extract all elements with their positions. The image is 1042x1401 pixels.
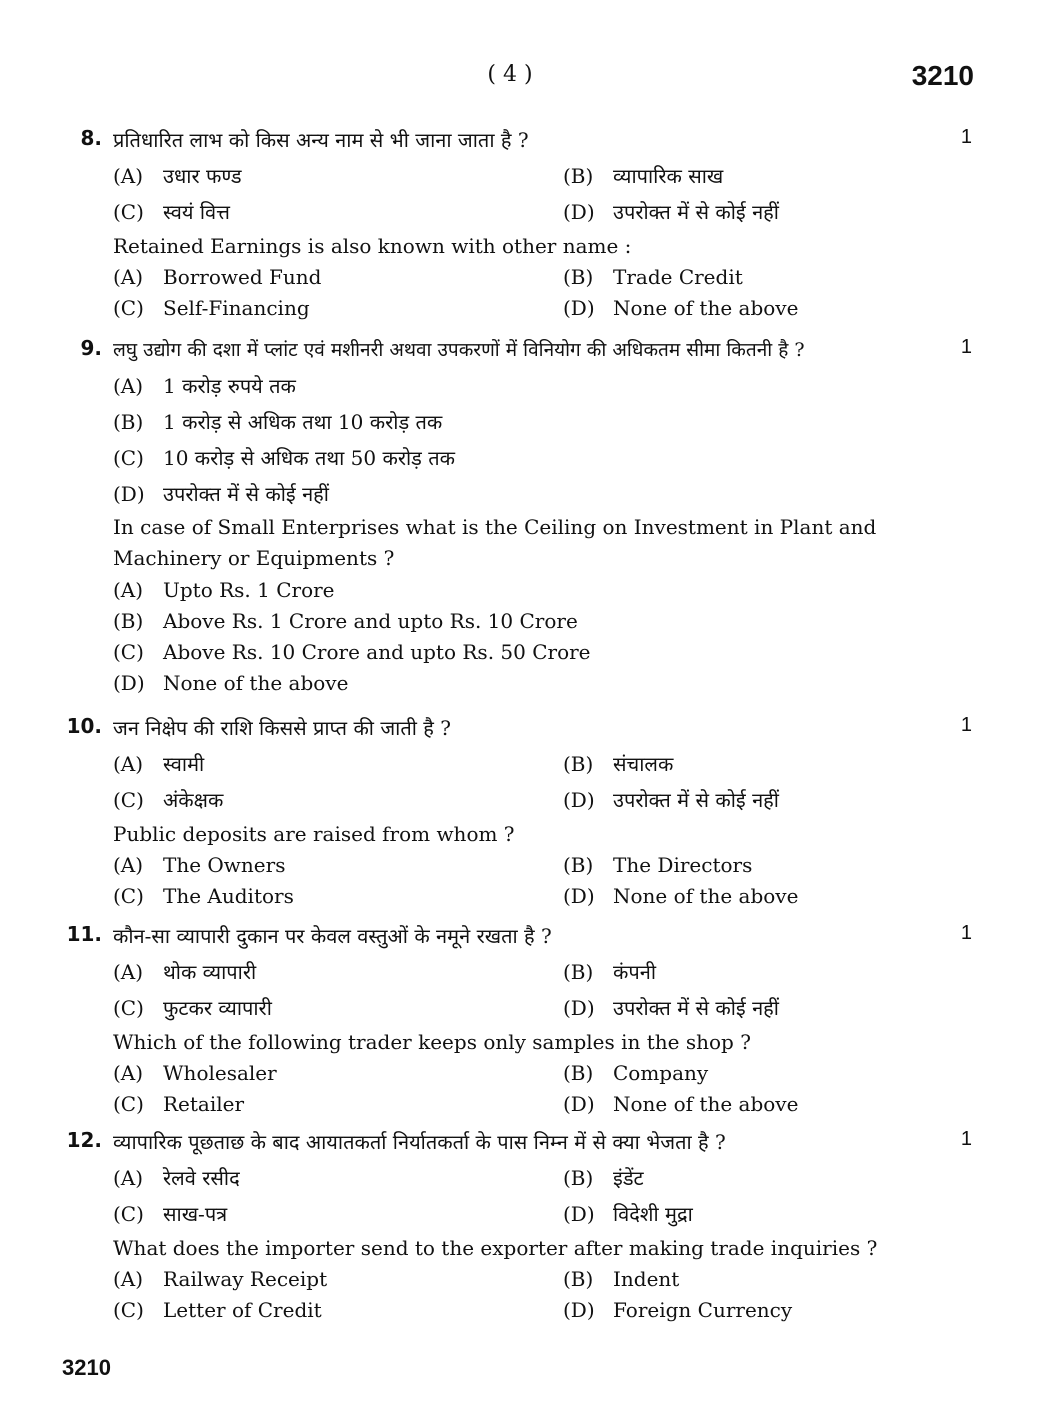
hindi-option-d: (D) उपरोक्त में से कोई नहीं <box>563 788 779 812</box>
question-marks: 1 <box>960 126 972 148</box>
english-option-c: (C) Above Rs. 10 Crore and upto Rs. 50 Crore <box>113 640 591 664</box>
english-option-a: (A) Borrowed Fund <box>113 265 322 289</box>
english-option-b: (B) The Directors <box>563 853 753 877</box>
question-marks: 1 <box>960 1128 972 1150</box>
question-11 <box>0 918 1042 1119</box>
english-option-d: (D) Foreign Currency <box>563 1298 793 1322</box>
hindi-option-a: (A) रेलवे रसीद <box>113 1166 240 1190</box>
question-marks: 1 <box>960 714 972 736</box>
question-text-hindi: जन निक्षेप की राशि किससे प्राप्त की जाती है ? <box>113 716 451 740</box>
hindi-option-a: (A) थोक व्यापारी <box>113 960 257 984</box>
hindi-option-b: (B) कंपनी <box>563 960 656 984</box>
question-text-hindi: प्रतिधारित लाभ को किस अन्य नाम से भी जाना जाता है ? <box>113 128 529 152</box>
question-number: 11. <box>66 922 102 946</box>
question-text-hindi: कौन-सा व्यापारी दुकान पर केवल वस्तुओं के नमूने रखता है ? <box>113 924 552 948</box>
english-option-c: (C) The Auditors <box>113 884 294 908</box>
question-text-english: What does the importer send to the exporter after making trade inquiries ? <box>113 1236 878 1260</box>
hindi-option-c: (C) अंकेक्षक <box>113 788 224 812</box>
hindi-option-b: (B) इंडेंट <box>563 1166 644 1190</box>
hindi-option-a: (A) स्वामी <box>113 752 205 776</box>
question-number: 12. <box>66 1128 102 1152</box>
english-option-a: (A) The Owners <box>113 853 286 877</box>
hindi-option-d: (D) उपरोक्त में से कोई नहीं <box>113 482 329 506</box>
english-option-d: (D) None of the above <box>563 1092 799 1116</box>
hindi-option-c: (C) फुटकर व्यापारी <box>113 996 272 1020</box>
hindi-option-c: (C) 10 करोड़ से अधिक तथा 50 करोड़ तक <box>113 446 456 470</box>
question-number: 10. <box>66 714 102 738</box>
english-option-b: (B) Trade Credit <box>563 265 743 289</box>
hindi-option-d: (D) उपरोक्त में से कोई नहीं <box>563 200 779 224</box>
question-10 <box>0 710 1042 911</box>
question-8 <box>0 122 1042 323</box>
hindi-option-c: (C) साख-पत्र <box>113 1202 228 1226</box>
question-12 <box>0 1124 1042 1325</box>
english-option-d: (D) None of the above <box>113 671 349 695</box>
hindi-option-c: (C) स्वयं वित्त <box>113 200 230 224</box>
hindi-option-d: (D) उपरोक्त में से कोई नहीं <box>563 996 779 1020</box>
hindi-option-b: (B) संचालक <box>563 752 674 776</box>
english-option-c: (C) Letter of Credit <box>113 1298 322 1322</box>
question-marks: 1 <box>960 922 972 944</box>
english-option-d: (D) None of the above <box>563 884 799 908</box>
english-option-c: (C) Retailer <box>113 1092 245 1116</box>
hindi-option-b: (B) व्यापारिक साख <box>563 164 724 188</box>
question-text-english: Which of the following trader keeps only samples in the shop ? <box>113 1030 751 1054</box>
question-text-english: In case of Small Enterprises what is the Ceiling on Investment in Plant and Machinery or Equipments ? <box>113 515 877 570</box>
english-option-b: (B) Company <box>563 1061 709 1085</box>
paper-code-top: 3210 <box>911 60 974 91</box>
question-number: 8. <box>80 126 102 150</box>
question-marks: 1 <box>960 336 972 358</box>
hindi-option-b: (B) 1 करोड़ से अधिक तथा 10 करोड़ तक <box>113 410 443 434</box>
english-option-a: (A) Wholesaler <box>113 1061 277 1085</box>
english-option-c: (C) Self-Financing <box>113 296 310 320</box>
question-text-hindi: लघु उद्योग की दशा में प्लांट एवं मशीनरी अथवा उपकरणों में विनियोग की अधिकतम सीमा कितनी है ? <box>113 339 805 361</box>
question-9 <box>0 332 1042 698</box>
paper-code-bottom: 3210 <box>62 1355 111 1380</box>
page-number: ( 4 ) <box>487 62 533 87</box>
question-text-english: Retained Earnings is also known with other name : <box>113 234 632 258</box>
question-text-hindi: व्यापारिक पूछताछ के बाद आयातकर्ता निर्यातकर्ता के पास निम्न में से क्या भेजता है ? <box>113 1130 726 1154</box>
hindi-option-a: (A) 1 करोड़ रुपये तक <box>113 374 296 398</box>
question-text-english: Public deposits are raised from whom ? <box>113 822 515 846</box>
english-option-d: (D) None of the above <box>563 296 799 320</box>
hindi-option-a: (A) उधार फण्ड <box>113 164 242 188</box>
english-option-a: (A) Upto Rs. 1 Crore <box>113 578 335 602</box>
question-number: 9. <box>80 336 102 360</box>
english-option-b: (B) Indent <box>563 1267 680 1291</box>
english-option-b: (B) Above Rs. 1 Crore and upto Rs. 10 Crore <box>113 609 578 633</box>
english-option-a: (A) Railway Receipt <box>113 1267 328 1291</box>
hindi-option-d: (D) विदेशी मुद्रा <box>563 1202 693 1226</box>
